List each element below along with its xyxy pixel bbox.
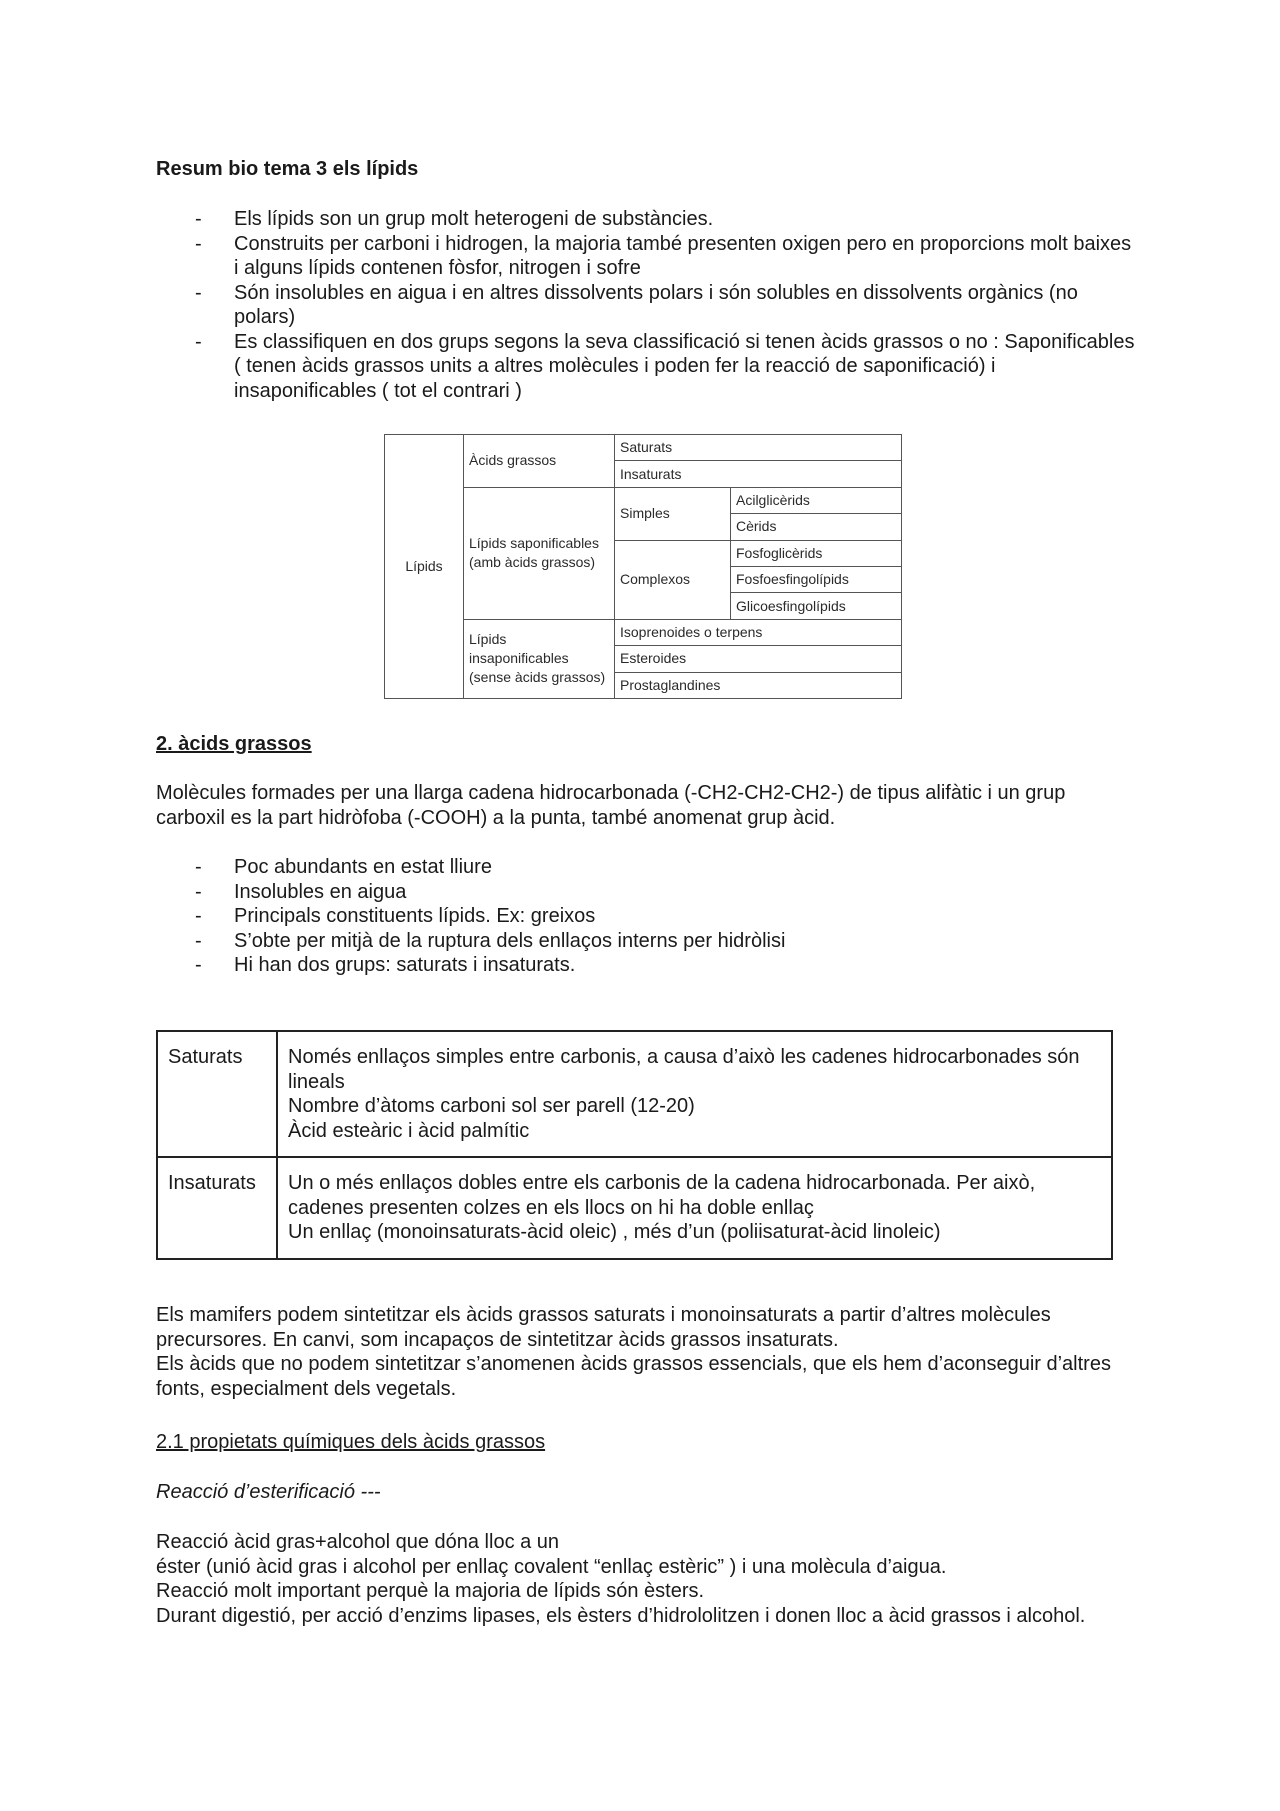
cell-acilglicerids: Acilglicèrids: [731, 487, 902, 513]
list-item: - S’obte per mitjà de la ruptura dels enllaços interns per hidròlisi: [156, 929, 1136, 954]
reaction-paragraph: [156, 1530, 1136, 1628]
row-label: Saturats: [157, 1031, 277, 1157]
paragraph-line: Reacció àcid gras+alcohol que dóna lloc a un: [156, 1531, 560, 1553]
list-item: - Els lípids son un grup molt heterogeni de substàncies.: [156, 207, 1136, 232]
cell-insaponificables: Lípids insaponificables (sense àcids grassos): [464, 619, 615, 698]
document-title: Resum bio tema 3 els lípids: [156, 158, 419, 180]
cell-lipids: Lípids: [385, 435, 464, 699]
fatty-acids-list: [156, 855, 1136, 978]
intro-list: [156, 207, 1136, 403]
cell-saturats: Saturats: [615, 435, 902, 461]
reaction-heading: Reacció d’esterificació ---: [156, 1481, 381, 1503]
section-heading: 2. àcids grassos: [156, 733, 312, 755]
paragraph-line: Els mamifers podem sintetitzar els àcids grassos saturats i monoinsaturats a partir d’altres molècules precursores. En canvi, som incapaços de sintetitzar àcids grassos insaturats.: [156, 1304, 1051, 1351]
cell-fosfogliceridis: Fosfoglicèrids: [731, 540, 902, 566]
paragraph: Molècules formades per una llarga cadena hidrocarbonada (-CH2-CH2-CH2-) de tipus alifàtic i un grup carboxil es la part hidròfoba (-COOH) a la punta, també anomenat grup àcid.: [156, 782, 1066, 829]
list-item: - Insolubles en aigua: [156, 880, 1136, 905]
cell-cerids: Cèrids: [731, 514, 902, 540]
cell-acids-grassos: Àcids grassos: [464, 435, 615, 488]
list-item: - Són insolubles en aigua i en altres dissolvents polars i són solubles en dissolvents orgànics (no polars): [156, 281, 1136, 330]
cell-esteroides: Esteroides: [615, 646, 902, 672]
table-line: Àcid esteàric i àcid palmític: [288, 1119, 530, 1142]
paragraph-line: Reacció molt important perquè la majoria de lípids són èsters.: [156, 1580, 705, 1602]
cell-fosfoesfingolipids: Fosfoesfingolípids: [731, 566, 902, 592]
cell-insaturats: Insaturats: [615, 461, 902, 487]
list-item: - Poc abundants en estat lliure: [156, 855, 1136, 880]
cell-simples: Simples: [615, 487, 731, 540]
table-line: Un o més enllaços dobles entre els carbonis de la cadena hidrocarbonada. Per això, cadenes presenten colzes en els llocs on hi ha doble enllaç: [288, 1172, 1036, 1219]
paragraph-line: Durant digestió, per acció d’enzims lipases, els èsters d’hidrololitzen i donen lloc a àcid grassos i alcohol.: [156, 1604, 1086, 1627]
row-label: Insaturats: [157, 1157, 277, 1259]
cell-isoprenoides: Isoprenoides o terpens: [615, 619, 902, 645]
row-description: [277, 1157, 1112, 1259]
cell-saponificables: Lípids saponificables (amb àcids grassos): [464, 487, 615, 619]
table-line: Nombre d’àtoms carboni sol ser parell (12-20): [288, 1095, 695, 1117]
table-row: [157, 1031, 1112, 1157]
table-line: Només enllaços simples entre carbonis, a causa d’això les cadenes hidrocarbonades són lineals: [288, 1046, 1080, 1093]
row-description: [277, 1031, 1112, 1157]
paragraph-line: Els àcids que no podem sintetitzar s’anomenen àcids grassos essencials, que els hem d’aconseguir d’altres fonts, especialment dels vegetals.: [156, 1353, 1111, 1400]
table-line: Un enllaç (monoinsaturats-àcid oleic) , més d’un (poliisaturat-àcid linoleic): [288, 1221, 941, 1243]
list-item: - Construits per carboni i hidrogen, la majoria també presenten oxigen pero en proporcions molt baixes i alguns lípids contenen fòsfor, nitrogen i sofre: [156, 232, 1136, 281]
list-item: - Es classifiquen en dos grups segons la seva classificació si tenen àcids grassos o no : Saponificables ( tenen àcids grassos units a altres molècules i poden fer la reacció de saponificació) i insaponificables ( tot el contrari ): [156, 330, 1136, 404]
table-row: [157, 1157, 1112, 1259]
list-item: - Hi han dos grups: saturats i insaturats.: [156, 953, 1136, 978]
paragraph-line: éster (unió àcid gras i alcohol per enllaç covalent “enllaç estèric” ) i una molècula d’aigua.: [156, 1555, 947, 1578]
list-item: - Principals constituents lípids. Ex: greixos: [156, 904, 1136, 929]
cell-prostaglandines: Prostaglandines: [615, 672, 902, 698]
cell-complexos: Complexos: [615, 540, 731, 619]
subsection-heading: 2.1 propietats químiques dels àcids grassos: [156, 1431, 546, 1453]
lipid-classification-table: [384, 434, 902, 699]
fatty-acid-types-table: [156, 1030, 1113, 1260]
mammals-paragraph: [156, 1303, 1136, 1401]
cell-glicoesfingolipids: Glicoesfingolípids: [731, 593, 902, 619]
